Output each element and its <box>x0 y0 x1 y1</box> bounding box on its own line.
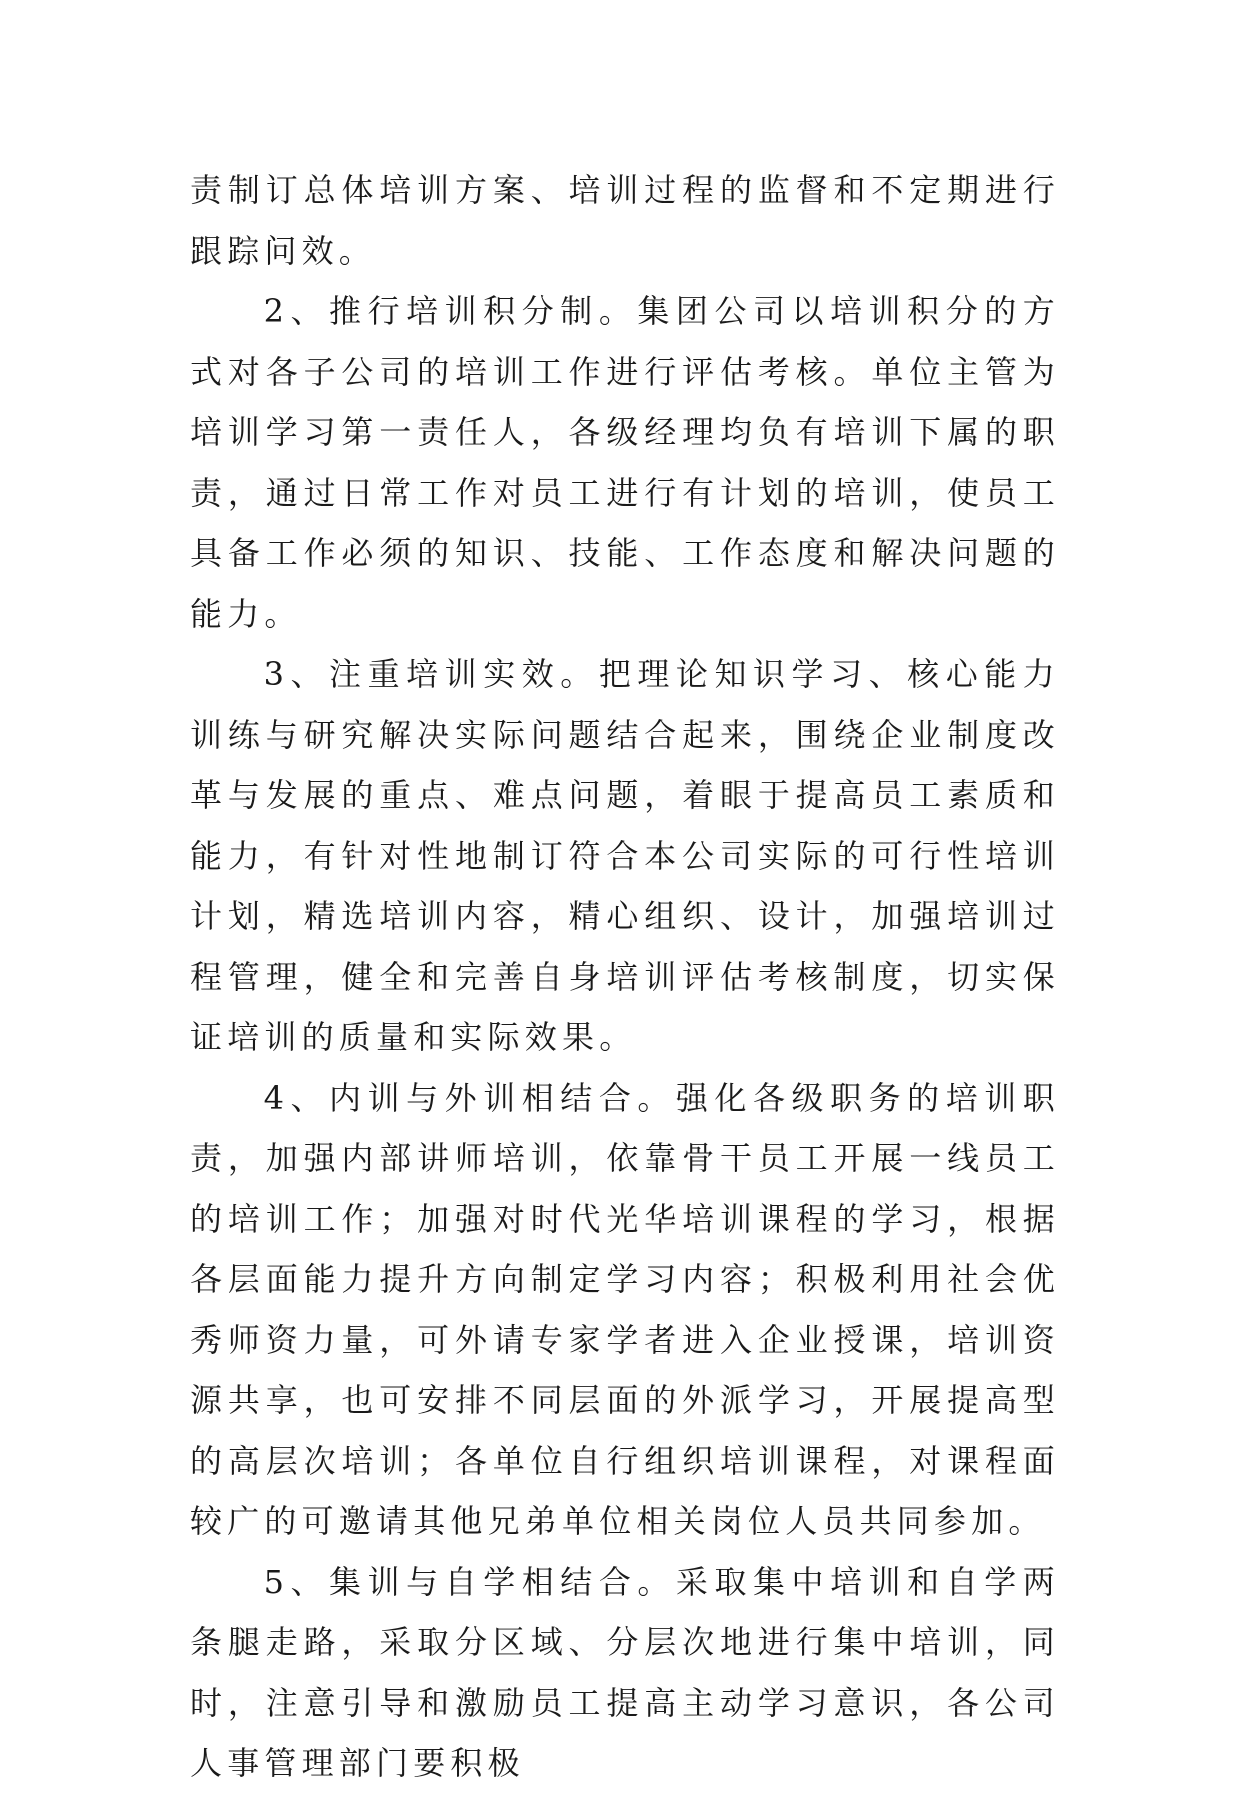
paragraph-1: 责制订总体培训方案、培训过程的监督和不定期进行跟踪问效。 <box>190 171 1060 270</box>
paragraph-2: 2、推行培训积分制。集团公司以培训积分的方式对各子公司的培训工作进行评估考核。单位主管为培训学习第一责任人，各级经理均负有培训下属的职责，通过日常工作对员工进行有计划的培训，使员工具备工作必须的知识、技能、工作态度和解决问题的能力。 <box>190 292 1060 633</box>
paragraph-3: 3、注重培训实效。把理论知识学习、核心能力训练与研究解决实际问题结合起来，围绕企业制度改革与发展的重点、难点问题，着眼于提高员工素质和能力，有针对性地制订符合本公司实际的可行性培训计划，精选培训内容，精心组织、设计，加强培训过程管理，健全和完善自身培训评估考核制度，切实保证培训的质量和实际效果。 <box>190 655 1060 1056</box>
paragraph-5: 5、集训与自学相结合。采取集中培训和自学两条腿走路，采取分区域、分层次地进行集中培训，同时，注意引导和激励员工提高主动学习意识，各公司人事管理部门要积极 <box>190 1562 1060 1782</box>
paragraph-4: 4、内训与外训相结合。强化各级职务的培训职责，加强内部讲师培训，依靠骨干员工开展一线员工的培训工作；加强对时代光华培训课程的学习，根据各层面能力提升方向制定学习内容；积极利用社会优秀师资力量，可外请专家学者进入企业授课，培训资源共享，也可安排不同层面的外派学习，开展提高型的高层次培训；各单位自行组织培训课程，对课程面较广的可邀请其他兄弟单位相关岗位人员共同参加。 <box>190 1078 1060 1540</box>
document-body <box>190 160 1060 1794</box>
